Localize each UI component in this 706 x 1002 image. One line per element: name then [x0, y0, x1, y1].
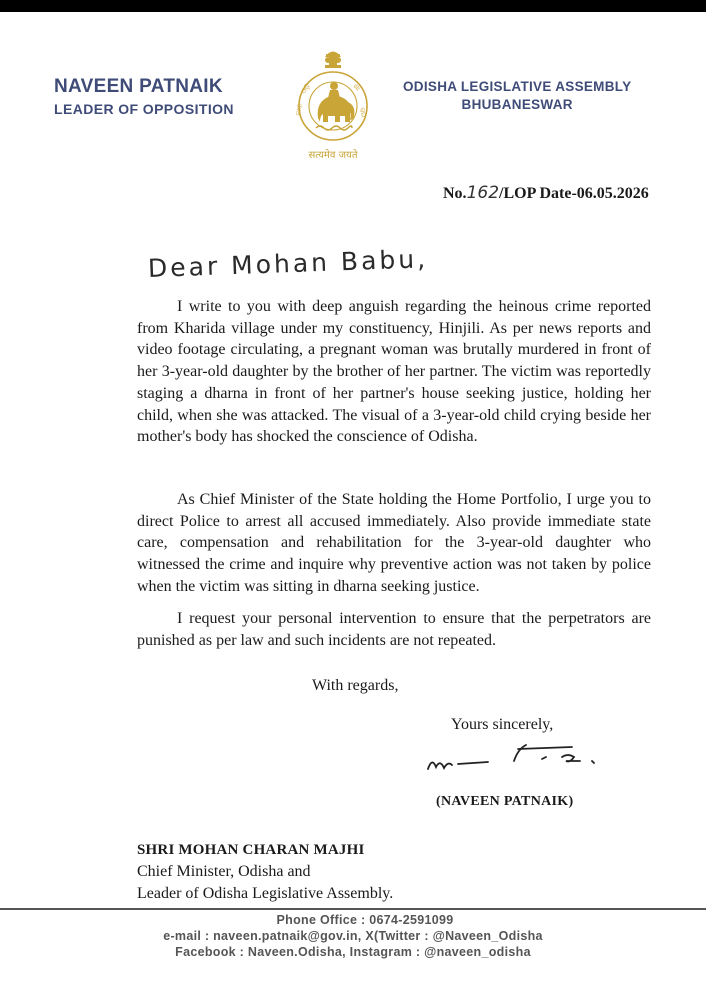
letterhead-right: [403, 78, 631, 114]
addressee-name: SHRI MOHAN CHARAN MAJHI: [137, 842, 365, 858]
svg-text:ଶା: ଶା: [351, 82, 362, 93]
body-paragraph-3: I request your personal intervention to ensure that the perpetrators are punished as per law and such incidents are not repeated.: [137, 610, 651, 649]
footer-contact: [0, 912, 706, 960]
body-paragraph-2: As Chief Minister of the State holding the Home Portfolio, I urge you to direct Police to arrest all accused immediately. Also provide immediate state care, compensation and rehabilitation for the 3-year-old daughter who witnessed the crime and inquire why preventive action was not taken by police when the victim was sitting in dharna seeking justice.: [137, 491, 651, 595]
addressee-block: [137, 839, 393, 905]
addressee-line-2: Leader of Odisha Legislative Assembly.: [137, 885, 394, 902]
signature-icon: [422, 735, 612, 780]
svg-text:କାର: କାର: [294, 103, 305, 117]
ref-prefix: No.: [443, 185, 467, 202]
sender-role: LEADER OF OPPOSITION: [54, 101, 234, 117]
body-paragraph-1: I write to you with deep anguish regarding the heinous crime reported from Kharida village under my constituency, Hinjili. As per news reports and video footage circulating, a pregnant woman was brutally murdered in front of her 3-year-old daughter by the brother of her partner. The victim was reportedly staging a dharna in front of her partner's house seeking justice, holding her child, when she was attacked. The visual of a 3-year-old child crying beside her mother's body has shocked the conscience of Odisha.: [137, 298, 651, 446]
footer-divider: [0, 908, 706, 910]
ref-suffix: /LOP Date-06.05.2026: [499, 185, 649, 202]
handwritten-salutation: Dear Mohan Babu,: [147, 244, 429, 283]
signatory-name: (NAVEEN PATNAIK): [436, 794, 574, 809]
emblem-motto: सत्यमेव जयते: [308, 150, 358, 161]
reference-number: [443, 183, 649, 203]
svg-text:ସର: ସର: [358, 106, 368, 119]
assembly-name: ODISHA LEGISLATIVE ASSEMBLY: [403, 79, 632, 94]
ref-number-handwritten: 162: [466, 183, 500, 203]
footer-email-x: e-mail : naveen.patnaik@gov.in, X(Twitter : @Naveen_Odisha: [163, 929, 543, 943]
closing-regards: With regards,: [312, 677, 399, 694]
assembly-city: BHUBANESWAR: [461, 97, 573, 112]
footer-social: Facebook : Naveen.Odisha, Instagram : @naveen_odisha: [175, 945, 531, 959]
letterhead-left: [54, 76, 234, 117]
sender-name: NAVEEN PATNAIK: [54, 76, 223, 97]
closing-yours: Yours sincerely,: [451, 716, 554, 733]
top-black-bar: [0, 0, 706, 12]
addressee-line-1: Chief Minister, Odisha and: [137, 863, 311, 880]
svg-text:ଓଡ଼ି: ଓଡ଼ି: [299, 82, 312, 96]
state-emblem-icon: [290, 46, 376, 166]
footer-phone: Phone Office : 0674-2591099: [276, 913, 454, 927]
